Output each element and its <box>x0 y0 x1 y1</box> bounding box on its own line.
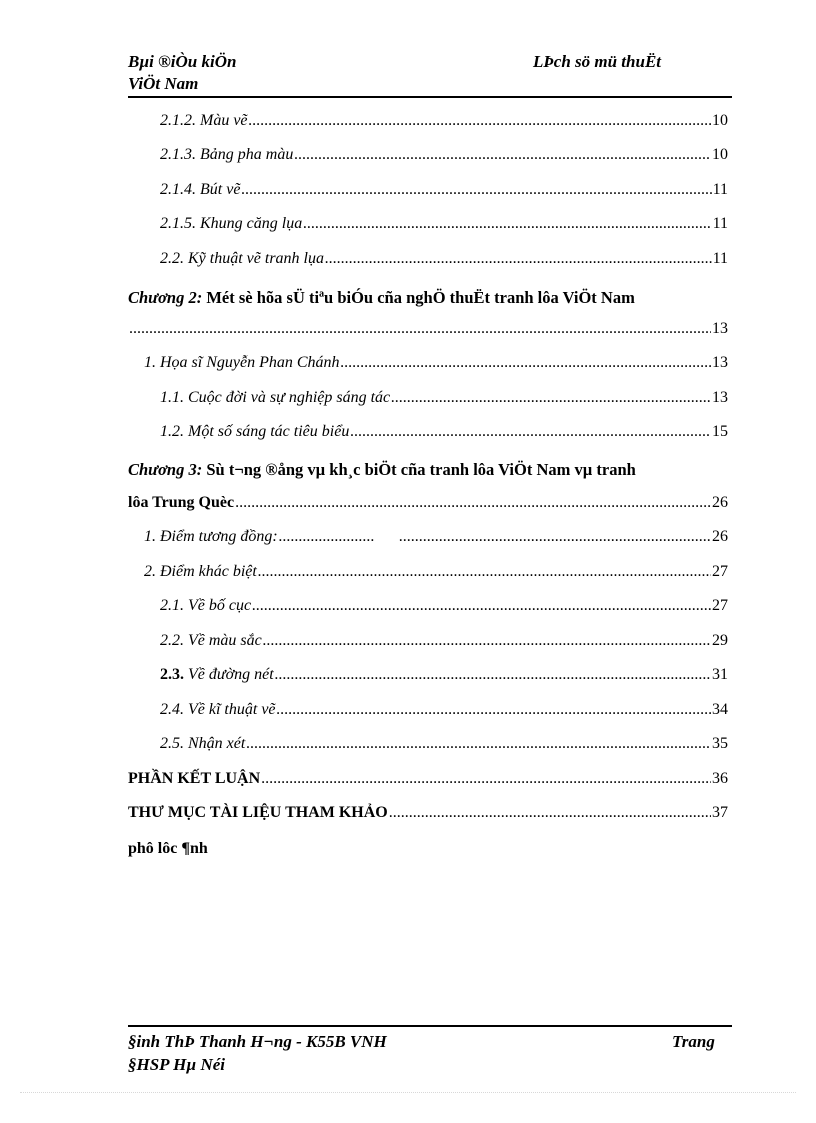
header-left-line2: ViÖt Nam <box>128 74 199 93</box>
toc-page: 13 <box>712 389 728 406</box>
toc-page: 31 <box>712 666 728 683</box>
toc-entry-1-2[interactable]: 1.2. Một số sáng tác tiêu biểu ..... 15 <box>128 423 728 447</box>
toc-page: 13 <box>712 354 728 371</box>
toc-entry-diem-tuong-dong[interactable]: 1. Điểm tương đồng: ..... ..... 26 <box>128 528 728 552</box>
toc-page: 26 <box>712 494 728 511</box>
toc-page: 35 <box>712 735 728 752</box>
toc-page: 36 <box>712 770 728 787</box>
toc-entry-ket-luan[interactable]: PHẦN KẾT LUẬN ..... 36 <box>128 770 728 794</box>
toc-page: 11 <box>712 181 728 198</box>
toc-entry-2-3-duong-net[interactable]: 2.3. Về đường nét ..... 31 <box>128 666 728 690</box>
toc-entry-1[interactable]: 1. Họa sĩ Nguyễn Phan Chánh ..... 13 <box>128 354 728 378</box>
toc-chapter-2-title[interactable]: Chương 2: Mét sè hõa sÜ tiªu biÓu cña nghÖ thuËt tranh lôa ViÖt Nam <box>128 288 635 307</box>
toc-page: 10 <box>712 112 728 129</box>
header-left-line1: Bµi ®iÒu kiÖn <box>128 52 237 71</box>
toc-page: 26 <box>712 528 728 545</box>
toc-entry-2-2-mau-sac[interactable]: 2.2. Về màu sắc ..... 29 <box>128 632 728 656</box>
toc-page: 27 <box>712 563 728 580</box>
footer-left-line1: §inh ThÞ Thanh H¬ng - K55B VNH <box>128 1032 387 1051</box>
toc-entry-2-1-3[interactable]: 2.1.3. Bảng pha màu ..... 10 <box>128 146 728 170</box>
toc-page: 15 <box>712 423 728 440</box>
toc-page: 37 <box>712 804 728 821</box>
toc-entry-2-1-bo-cuc[interactable]: 2.1. Về bố cục ..... 27 <box>128 597 728 621</box>
header-rule <box>128 96 732 98</box>
toc-entry-diem-khac-biet[interactable]: 2. Điểm khác biệt ..... 27 <box>128 563 728 587</box>
toc-entry-1-1[interactable]: 1.1. Cuộc đời và sự nghiệp sáng tác ..... 13 <box>128 389 728 413</box>
toc-entry-thu-muc[interactable]: THƯ MỤC TÀI LIỆU THAM KHẢO ..... 37 <box>128 804 728 828</box>
chapter-label: Chương 2: <box>128 288 203 307</box>
toc-page: 11 <box>712 215 728 232</box>
toc-page: 11 <box>712 250 728 267</box>
toc-entry-2-4-ki-thuat[interactable]: 2.4. Về kĩ thuật vẽ ..... 34 <box>128 701 728 725</box>
toc-page: 13 <box>712 320 728 337</box>
toc-page: 27 <box>712 597 728 614</box>
toc-entry-2-1-4[interactable]: 2.1.4. Bút vẽ ..... 11 <box>128 181 728 205</box>
toc-entry-2-1-2[interactable]: 2.1.2. Màu vẽ ..... 10 <box>128 112 728 136</box>
toc-entry-2-1-5[interactable]: 2.1.5. Khung căng lụa ..... 11 <box>128 215 728 239</box>
page-bottom-divider <box>20 1092 796 1093</box>
toc-chapter-3-title[interactable]: Chương 3: Sù t¬ng ®ång vµ kh¸c biÖt cña tranh lôa ViÖt Nam vµ tranh <box>128 460 636 479</box>
chapter-label: Chương 3: <box>128 460 203 479</box>
toc-entry-2-2[interactable]: 2.2. Kỹ thuật vẽ tranh lụa ..... 11 <box>128 250 728 274</box>
footer-left-line2: §HSP Hµ Néi <box>128 1055 225 1074</box>
footer-rule <box>128 1025 732 1027</box>
footer-right: Trang <box>672 1032 715 1051</box>
header-right: LÞch sö mü thuËt <box>533 52 662 71</box>
toc-chapter-3-page[interactable]: lôa Trung Quèc ..... 26 <box>128 494 728 518</box>
toc-entry-phu-luc[interactable]: phô lôc ¶nh <box>128 840 208 857</box>
toc-entry-2-5-nhan-xet[interactable]: 2.5. Nhận xét ..... 35 <box>128 735 728 759</box>
toc-page: 29 <box>712 632 728 649</box>
toc-page: 10 <box>712 146 728 163</box>
toc-chapter-2-page[interactable] <box>128 320 728 344</box>
toc-page: 34 <box>712 701 728 718</box>
